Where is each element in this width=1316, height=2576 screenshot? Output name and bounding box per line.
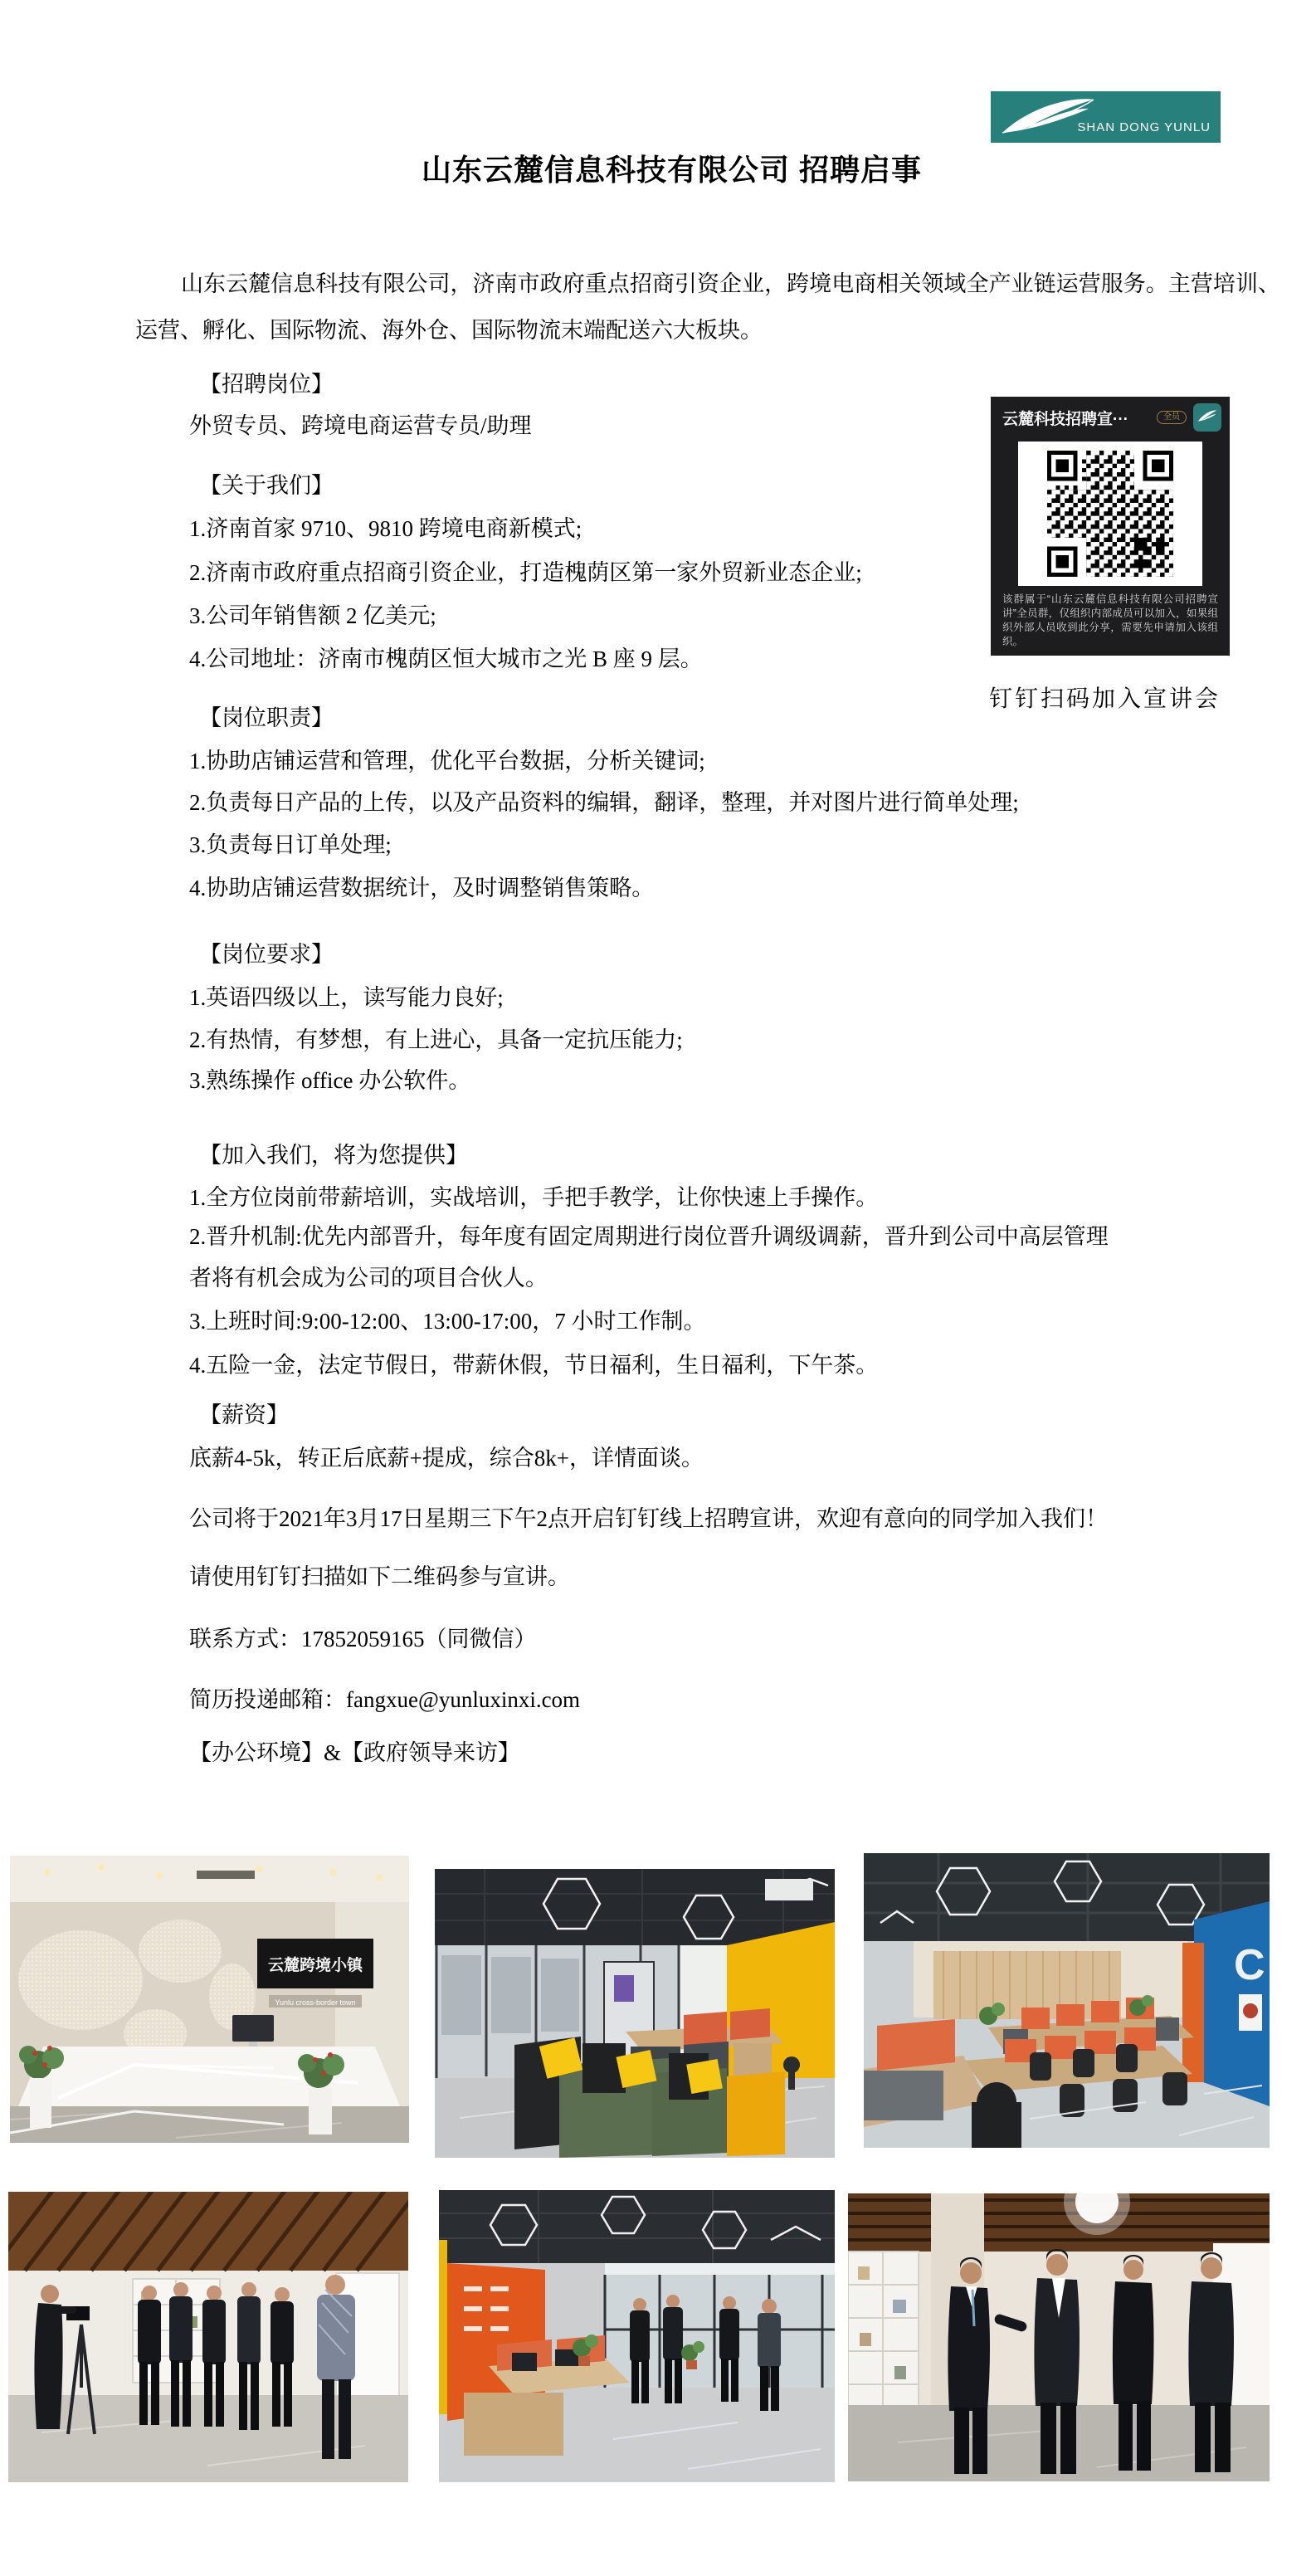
section-item: 3.公司年销售额 2 亿美元; <box>189 603 436 628</box>
contact-text: 联系方式：17852059165（同微信） <box>189 1627 537 1651</box>
section-item: 1.英语四级以上，读写能力良好; <box>189 985 504 1010</box>
photo-lounge <box>435 1869 835 2158</box>
section-heading-duties: 【岗位职责】 <box>199 705 334 730</box>
dingtalk-logo-icon <box>1193 403 1221 432</box>
section-heading-benefits: 【加入我们，将为您提供】 <box>199 1143 468 1168</box>
section-item: 2.晋升机制:优先内部晋升，每年度有固定周期进行岗位晋升调级调薪，晋升到公司中高层管理者将有机会成为公司的项目合伙人。 <box>189 1224 1109 1290</box>
qr-caption: 钉钉扫码加入宣讲会 <box>989 686 1221 712</box>
announcement-text: 公司将于2021年3月17日星期三下午2点开启钉钉线上招聘宣讲，欢迎有意向的同学加入我们！ <box>189 1506 1108 1531</box>
section-item: 外贸专员、跨境电商运营专员/助理 <box>189 413 532 438</box>
section-heading-about: 【关于我们】 <box>199 473 334 498</box>
company-logo <box>991 91 1221 143</box>
section-item: 4.公司地址：济南市槐荫区恒大城市之光 B 座 9 层。 <box>189 646 703 671</box>
qr-code-image <box>1018 442 1202 586</box>
section-item: 3.负责每日订单处理; <box>189 832 392 857</box>
section-item: 1.济南首家 9710、9810 跨境电商新模式; <box>189 516 582 541</box>
section-item: 底薪4-5k，转正后底薪+提成，综合8k+，详情面谈。 <box>189 1446 704 1471</box>
photo-open-office <box>864 1853 1270 2148</box>
section-item: 3.熟练操作 office 办公软件。 <box>189 1068 471 1093</box>
section-item: 1.全方位岗前带薪培训，实战培训，手把手教学，让你快速上手操作。 <box>189 1185 879 1210</box>
section-item: 2.负责每日产品的上传，以及产品资料的编辑，翻译，整理，并对图片进行简单处理; <box>189 790 1019 815</box>
section-item: 4.协助店铺运营数据统计，及时调整销售策略。 <box>189 876 655 900</box>
photo-office-corridor <box>439 2190 835 2482</box>
scan-tip-text: 请使用钉钉扫描如下二维码参与宣讲。 <box>189 1564 570 1589</box>
gallery-heading: 【办公环境】&【政府领导来访】 <box>189 1740 521 1765</box>
qr-card-title: 云麓科技招聘宣··· <box>1002 410 1128 428</box>
section-item: 2.有热情，有梦想，有上进心，具备一定抗压能力; <box>189 1027 683 1052</box>
photo-leaders-meeting <box>848 2193 1270 2481</box>
section-item: 2.济南市政府重点招商引资企业，打造槐荫区第一家外贸新业态企业; <box>189 560 862 585</box>
intro-paragraph: 山东云麓信息科技有限公司，济南市政府重点招商引资企业，跨境电商相关领域全产业链运营服务。主营培训、运营、孵化、国际物流、海外仓、国际物流末端配送六大板块。 <box>135 271 1280 343</box>
logo-text: SHAN DONG YUNLU <box>1077 120 1211 134</box>
reception-sign-subtext: Yunlu cross-border town <box>275 1998 356 2007</box>
reception-sign-text: 云麓跨境小镇 <box>267 1957 363 1974</box>
photo-reception <box>10 1856 409 2143</box>
dingtalk-qr-card <box>991 397 1230 656</box>
email-text: 简历投递邮箱：fangxue@yunluxinxi.com <box>189 1687 581 1712</box>
photo-government-visit <box>8 2192 408 2482</box>
section-heading-requirements: 【岗位要求】 <box>199 942 334 967</box>
section-item: 1.协助店铺运营和管理，优化平台数据，分析关键词; <box>189 749 705 773</box>
section-heading-positions: 【招聘岗位】 <box>199 372 334 397</box>
section-heading-salary: 【薪资】 <box>199 1403 289 1427</box>
page-title: 山东云麓信息科技有限公司 招聘启事 <box>422 153 923 187</box>
qr-disclaimer: 该群属于“山东云麓信息科技有限公司招聘宣讲”全员群，仅组织内部成员可以加入，如果组织外部人员收到此分享，需要先申请加入该组织。 <box>1002 593 1218 647</box>
wall-letter: C <box>1234 1941 1265 1989</box>
section-item: 3.上班时间:9:00-12:00、13:00-17:00，7 小时工作制。 <box>189 1309 706 1334</box>
member-badge: 全员 <box>1157 411 1187 424</box>
section-item: 4.五险一金，法定节假日，带薪休假，节日福利，生日福利，下午茶。 <box>189 1353 879 1378</box>
